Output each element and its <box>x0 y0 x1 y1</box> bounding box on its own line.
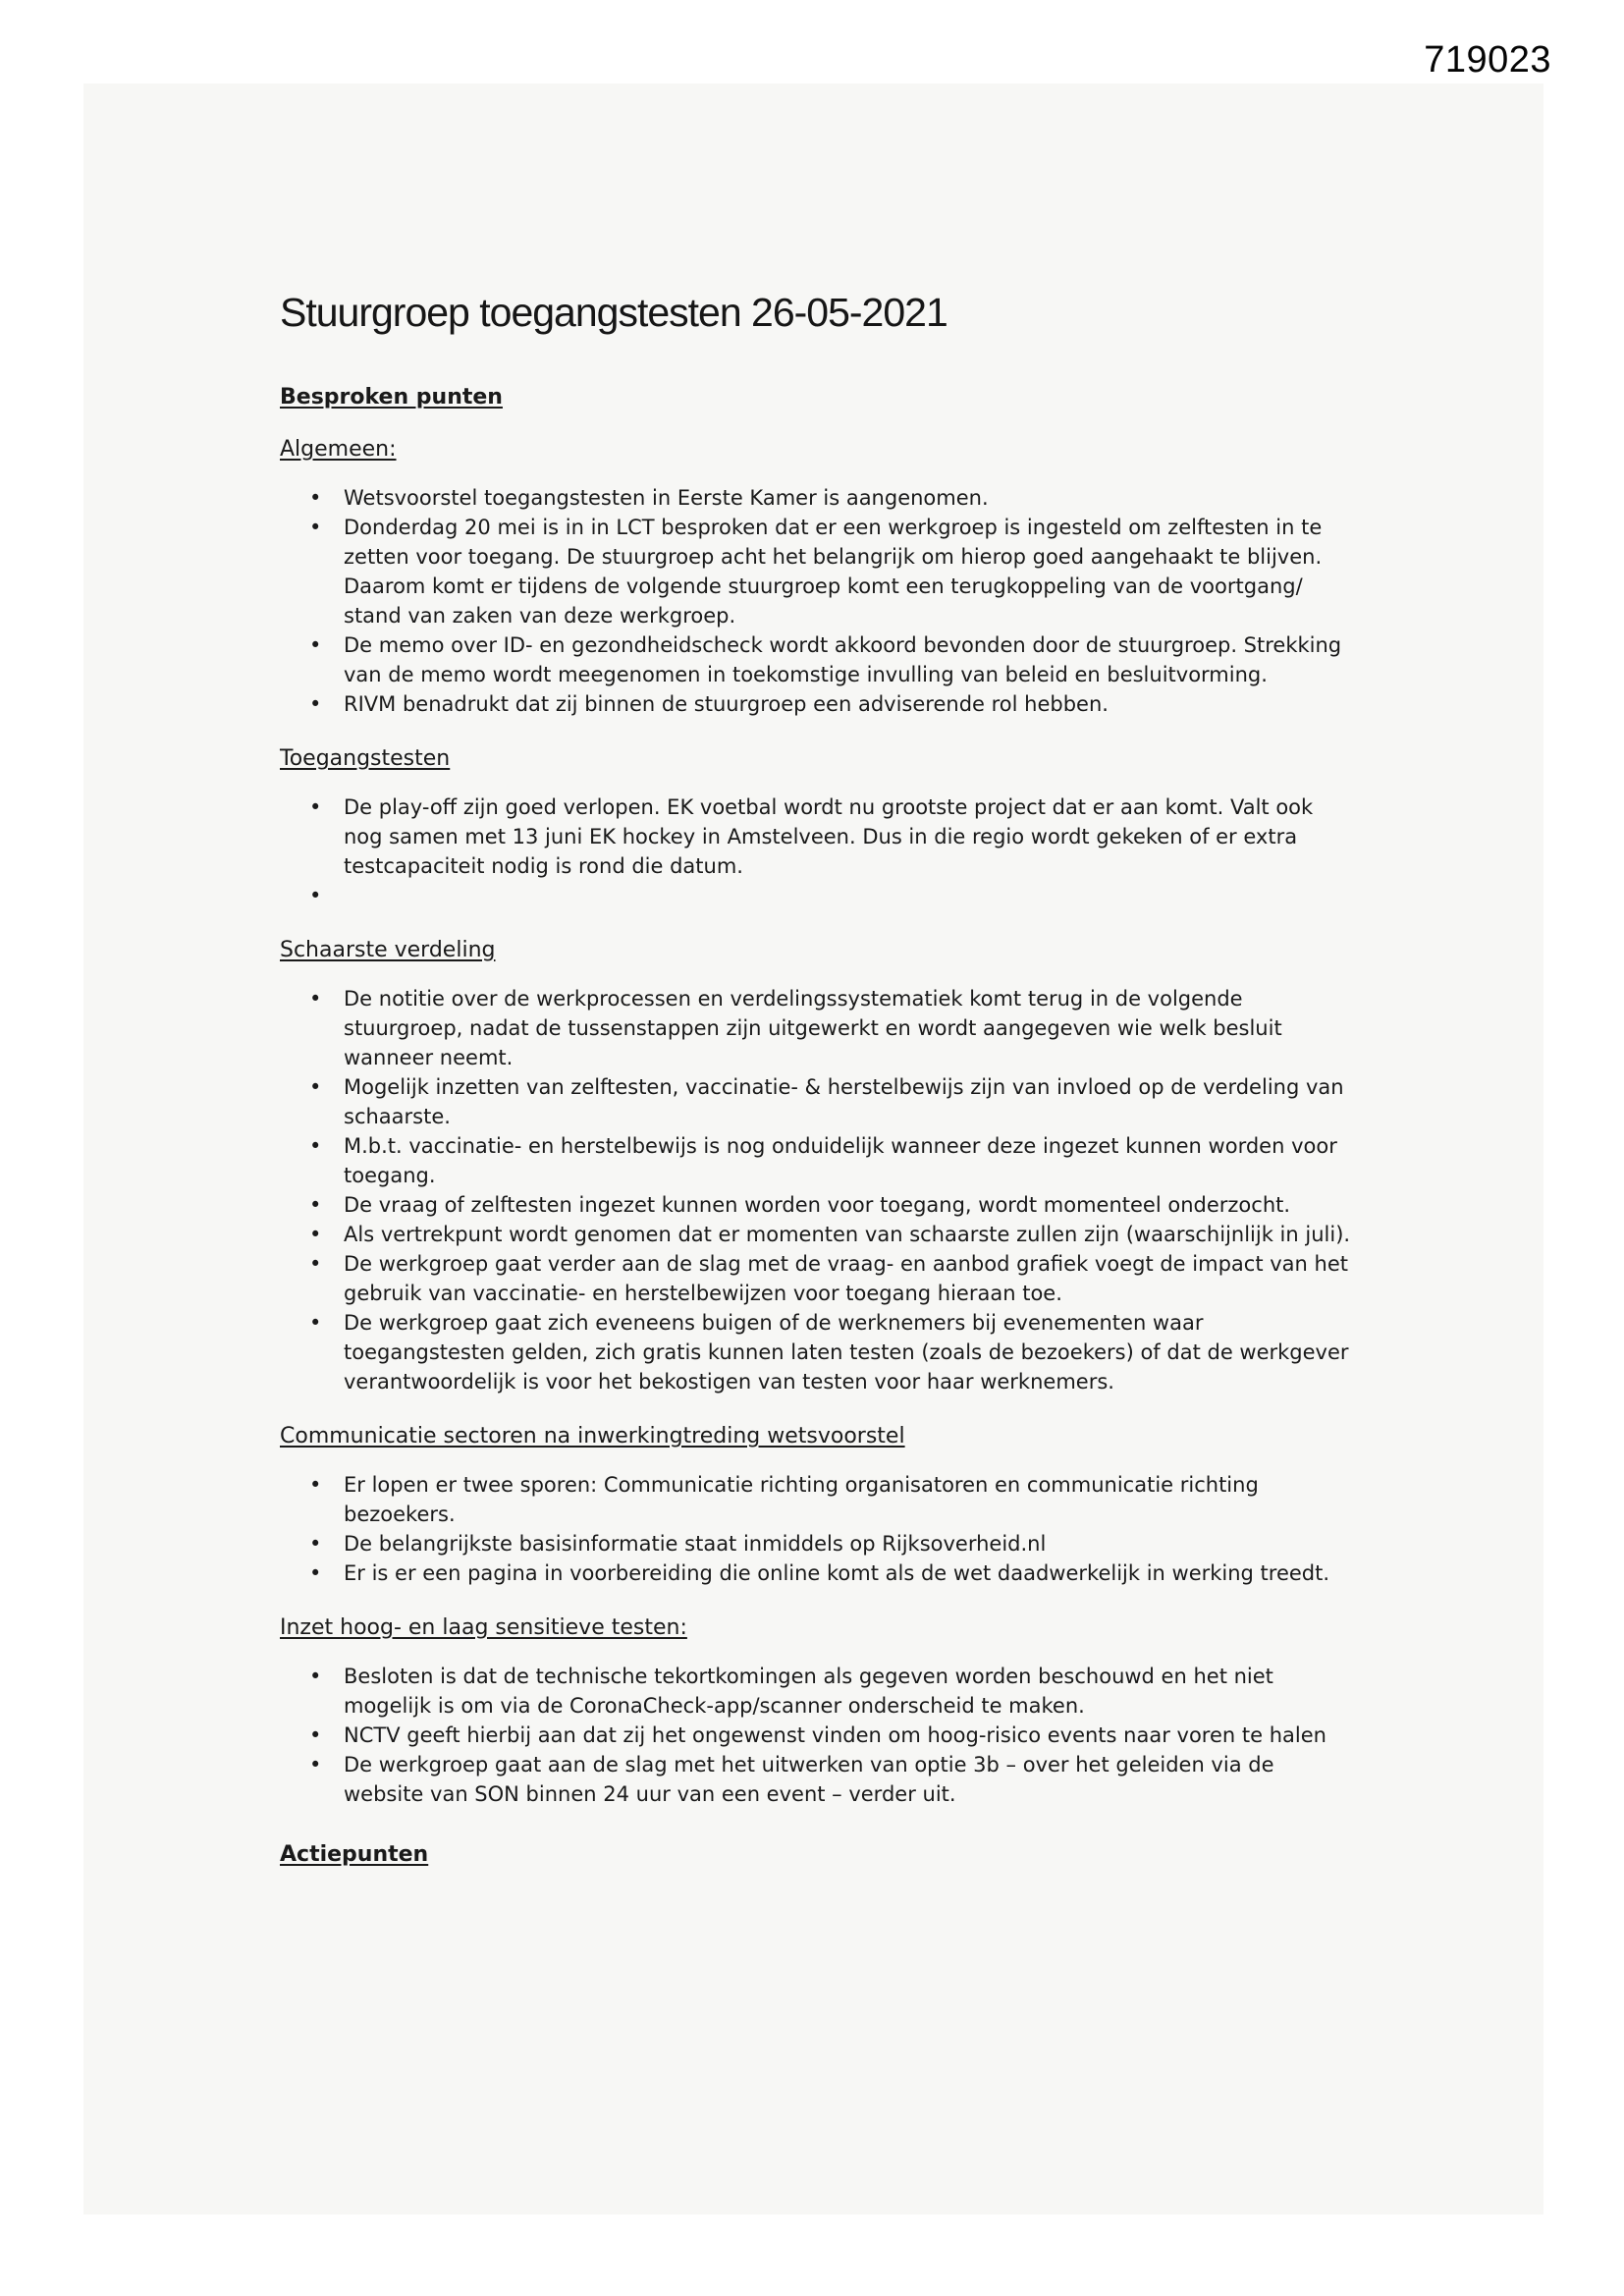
section-inzet-testen <box>280 1615 1450 1809</box>
page-number: 719023 <box>1424 39 1551 81</box>
bullet-item-empty <box>309 881 1355 910</box>
document-title: Stuurgroep toegangstesten 26-05-2021 <box>280 290 947 335</box>
besproken-punten-heading: Besproken punten <box>280 385 503 410</box>
bullet-item: • De belangrijkste basisinformatie staat inmiddels op Rijksoverheid.nl <box>309 1529 1355 1558</box>
bullet-item: • NCTV geeft hierbij aan dat zij het ongewenst vinden om hoog-risico events naar voren te halen <box>309 1721 1355 1750</box>
scanned-page <box>83 83 1543 2214</box>
bullet-item: • Mogelijk inzetten van zelftesten, vaccinatie- & herstelbewijs zijn van invloed op de verdeling van schaarste. <box>309 1072 1355 1131</box>
bullet-item: • De play-off zijn goed verlopen. EK voetbal wordt nu grootste project dat er aan komt. Valt ook nog samen met 13 juni EK hockey in Amstelveen. Dus in die regio wordt gekeken of er extra testcapaciteit nodig is rond die datum. <box>309 793 1355 881</box>
section-heading: Toegangstesten <box>280 746 451 771</box>
bullet-item: • De werkgroep gaat verder aan de slag met de vraag- en aanbod grafiek voegt de impact van het gebruik van vaccinatie- en herstelbewijzen voor toegang hieraan toe. <box>309 1249 1355 1308</box>
bullet-item: • De notitie over de werkprocessen en verdelingssystematiek komt terug in de volgende stuurgroep, nadat de tussenstappen zijn uitgewerkt en wordt aangegeven wie welk besluit wanneer neemt. <box>309 984 1355 1072</box>
bullet-list <box>280 1470 1450 1588</box>
section-schaarste-verdeling <box>280 938 1450 1396</box>
bullet-item: • De vraag of zelftesten ingezet kunnen worden voor toegang, wordt momenteel onderzocht. <box>309 1190 1355 1220</box>
bullet-list <box>280 1662 1450 1809</box>
section-toegangstesten <box>280 746 1450 910</box>
bullet-item: • De werkgroep gaat aan de slag met het uitwerken van optie 3b – over het geleiden via de website van SON binnen 24 uur van een event – verder uit. <box>309 1750 1355 1809</box>
bullet-item: • RIVM benadrukt dat zij binnen de stuurgroep een adviserende rol hebben. <box>309 689 1355 719</box>
section-heading: Algemeen: <box>280 437 397 462</box>
section-communicatie-sectoren <box>280 1424 1450 1588</box>
bullet-item: • Donderdag 20 mei is in in LCT besproken dat er een werkgroep is ingesteld om zelftesten in te zetten voor toegang. De stuurgroep acht het belangrijk om hierop goed aangehaakt te blijven. Daarom komt er tijdens de volgende stuurgroep komt een terugkoppeling van de voortgang/ stand van zaken van deze werkgroep. <box>309 513 1355 630</box>
section-algemeen <box>280 437 1450 719</box>
bullet-list <box>280 483 1450 719</box>
section-heading: Communicatie sectoren na inwerkingtreding wetsvoorstel <box>280 1424 905 1449</box>
bullet-item: • De werkgroep gaat zich eveneens buigen of de werknemers bij evenementen waar toegangstesten gelden, zich gratis kunnen laten testen (zoals de bezoekers) of dat de werkgever verantwoordelijk is voor het bekostigen van testen voor haar werknemers. <box>309 1308 1355 1396</box>
bullet-item: • Er lopen er twee sporen: Communicatie richting organisatoren en communicatie richting bezoekers. <box>309 1470 1355 1529</box>
actiepunten-heading: Actiepunten <box>280 1842 429 1867</box>
bullet-item: • M.b.t. vaccinatie- en herstelbewijs is nog onduidelijk wanneer deze ingezet kunnen worden voor toegang. <box>309 1131 1355 1190</box>
page-content <box>83 83 1543 1867</box>
bullet-item: • Er is er een pagina in voorbereiding die online komt als de wet daadwerkelijk in werking treedt. <box>309 1558 1355 1588</box>
bullet-item: • Als vertrekpunt wordt genomen dat er momenten van schaarste zullen zijn (waarschijnlijk in juli). <box>309 1220 1355 1249</box>
section-heading: Schaarste verdeling <box>280 938 496 962</box>
bullet-list <box>280 984 1450 1396</box>
bullet-list <box>280 793 1450 910</box>
bullet-item: • De memo over ID- en gezondheidscheck wordt akkoord bevonden door de stuurgroep. Strekking van de memo wordt meegenomen in toekomstige invulling van beleid en besluitvorming. <box>309 630 1355 689</box>
bullet-item: • Besloten is dat de technische tekortkomingen als gegeven worden beschouwd en het niet mogelijk is om via de CoronaCheck-app/scanner onderscheid te maken. <box>309 1662 1355 1721</box>
section-heading: Inzet hoog- en laag sensitieve testen: <box>280 1615 687 1640</box>
bullet-item: • Wetsvoorstel toegangstesten in Eerste Kamer is aangenomen. <box>309 483 1355 513</box>
